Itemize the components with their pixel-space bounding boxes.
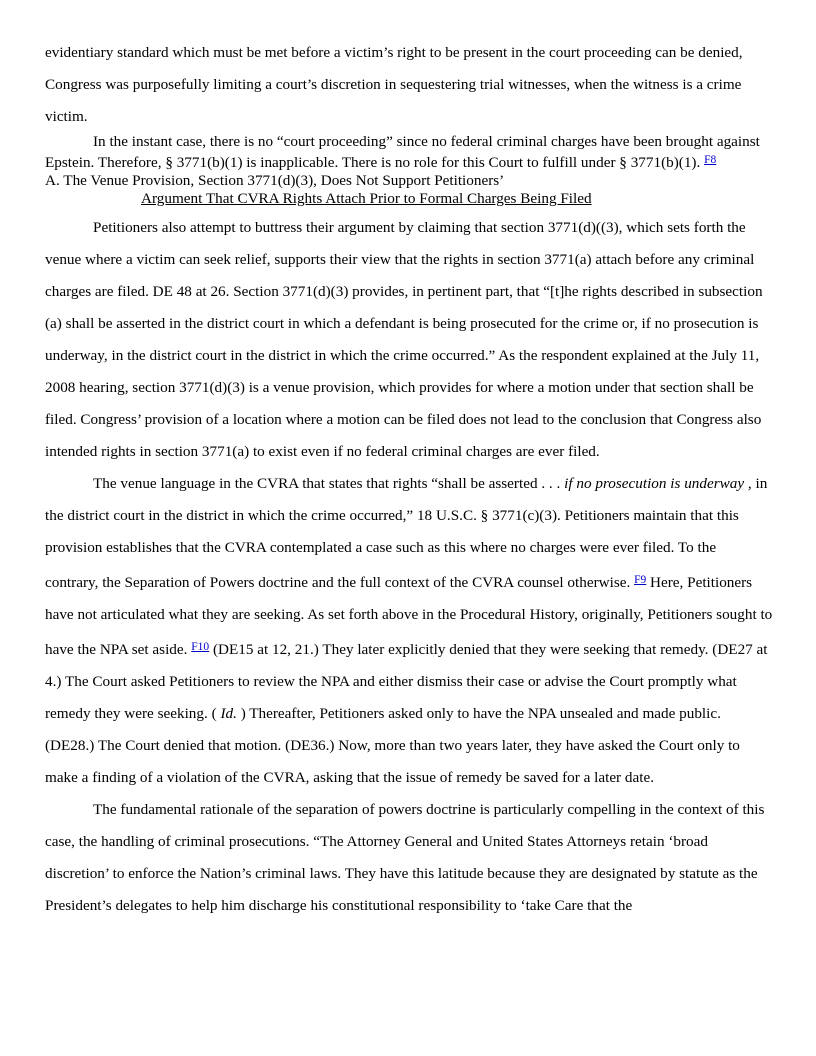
paragraph-4 [45,468,773,794]
paragraph-3: Petitioners also attempt to buttress their argument by claiming that section 3771(d)((3), which sets forth the venue where a victim can seek relief, supports their view that the rights in section 3771(a) attach before any criminal charges are filed. DE 48 at 26. Section 3771(d)(3) provides, in pertinent part, that “[t]he rights described in subsection (a) shall be asserted in the district court in which a defendant is being prosecuted for the crime or, if no prosecution is underway, in the district court in the district in which the crime occurred.” As the respondent explained at the July 11, 2008 hearing, section 3771(d)(3) is a venue provision, which provides for where a motion under that section shall be filed. Congress’ provision of a location where a motion can be filed does not lead to the conclusion that Congress also intended rights in section 3771(a) to exist even if no federal criminal charges are ever filed. [45,219,763,460]
footnote-link-f10[interactable]: F10 [191,641,210,653]
paragraph-5: The fundamental rationale of the separation of powers doctrine is particularly compelling in the context of this case, the handling of criminal prosecutions. “The Attorney General and United States Attorneys retain ‘broad discretion’ to enforce the Nation’s criminal laws. They have this latitude because they are designated by statute as the President’s delegates to help him discharge his constitutional responsibility to ‘take Care that the [45,801,765,914]
paragraph-2 [45,133,773,172]
paragraph-4-italic: if no prosecution is underway [564,475,745,492]
footnote-link-f9[interactable]: F9 [634,574,647,586]
paragraph-4-text-a: The venue language in the CVRA that states that rights “shall be asserted . . . [93,475,565,492]
footnote-link-f8[interactable]: F8 [704,154,717,166]
paragraph-4-text-e: ) Thereafter, Petitioners asked only to have the NPA unsealed and made public. (DE28.) The Court denied that motion. (DE36.) Now, more than two years later, they have asked the Court only to make a finding of a violation of the CVRA, asking that the issue of remedy be saved for a later date. [45,705,740,786]
section-heading-line-1: A. The Venue Provision, Section 3771(d)(3), Does Not Support Petitioners’ [45,172,505,189]
section-heading-line-2: Argument That CVRA Rights Attach Prior to Formal Charges Being Filed [141,190,592,207]
paragraph-4-text-c: Here, Petitioners have not articulated what they are seeking. As set forth above in the Procedural History, originally, Petitioners sought to have the NPA set aside. [45,574,773,658]
paragraph-4-text-d: (DE15 at 12, 21.) They later explicitly denied that they were seeking that remedy. (DE27 at 4.) The Court asked Petitioners to review the NPA and either dismiss their case or advise the Court promptly what remedy they were seeking. ( [45,641,768,722]
paragraph-4-text-b: , in the district court in the district in which the crime occurred,” 18 U.S.C. § 3771(c)(3). Petitioners maintain that this provision establishes that the CVRA contemplated a case such as this where no charges were ever filed. To the contrary, the Separation of Powers doctrine and the full context of the CVRA counsel otherwise. [45,475,768,591]
paragraph-1: evidentiary standard which must be met before a victim’s right to be present in the court proceeding can be denied, Congress was purposefully limiting a court’s discretion in sequestering trial witnesses, when the witness is a crime victim. [45,44,743,125]
paragraph-4-id-citation: Id. [220,705,237,722]
paragraph-2-text: In the instant case, there is no “court proceeding” since no federal criminal charges have been brought against Epstein. Therefore, § 3771(b)(1) is inapplicable. There is no role for this Court to fulfill under § 3771(b)(1). [45,133,760,171]
document-page [45,37,773,922]
